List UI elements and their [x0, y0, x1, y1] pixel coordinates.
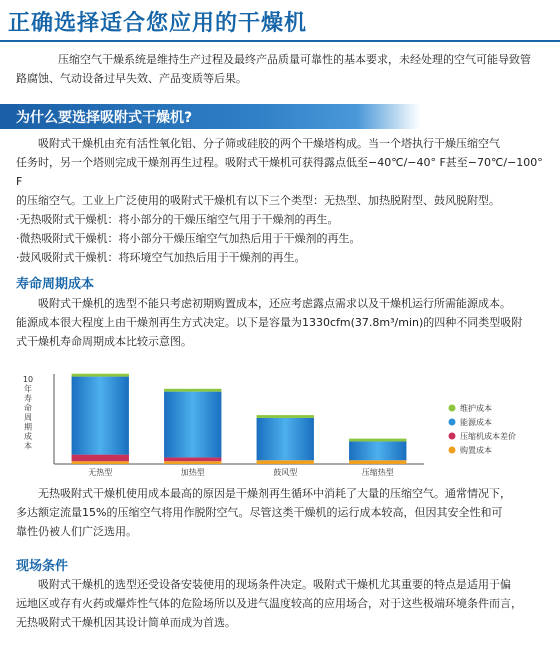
- bar-segment: [349, 439, 406, 442]
- conclusion-body: [16, 484, 546, 541]
- y-axis-label-char: 寿: [24, 394, 32, 403]
- section-heading-site: 现场条件: [16, 559, 69, 574]
- site-line: 远地区或存有火药或爆炸性气体的危险场所以及进气温度较高的应用场合，对于这些极端环境条件而言，: [16, 597, 522, 610]
- why-paragraph-line: 任务时，另一个塔则完成干燥剂再生过程。吸附式干燥机可获得露点低至−40℃/−40° F甚至−70℃/−100° F: [16, 156, 543, 188]
- bar-segment: [164, 389, 221, 392]
- x-tick-label: 压缩热型: [361, 468, 394, 477]
- section-heading-life-cost: 寿命周期成本: [16, 277, 95, 292]
- conclusion-line: 多达额定流量15%的压缩空气将用作脱附空气。尽管这类干燥机的运行成本较高，但因其安全性和可: [16, 506, 503, 519]
- conclusion-line: 靠性仍被人们广泛选用。: [16, 525, 137, 538]
- bar-segment: [72, 374, 129, 377]
- legend-swatch: [449, 419, 456, 426]
- site-body: [16, 575, 546, 632]
- y-axis-label-char: 命: [24, 403, 32, 413]
- bullet-mark: ·: [16, 213, 20, 226]
- bar-segment: [72, 377, 129, 455]
- bullet-mark: ·: [16, 251, 20, 264]
- bar-segment: [164, 461, 221, 464]
- life-cost-line: 能源成本很大程度上由干燥剂再生方式决定。以下是容量为1330cfm(37.8m³/min)的四种不同类型吸附: [16, 316, 523, 329]
- legend-label: 能源成本: [460, 418, 492, 427]
- chart-svg: [16, 368, 546, 480]
- y-axis-label-char: 期: [24, 422, 32, 432]
- y-axis-label-char: 成: [24, 432, 32, 441]
- bullet-text: 鼓风吸附式干燥机：将环境空气加热后用于干燥剂的再生。: [19, 251, 306, 264]
- title-divider: [0, 40, 560, 42]
- legend-label: 维护成本: [460, 404, 492, 413]
- page-title: 正确选择适合您应用的干燥机: [8, 11, 308, 36]
- bullet-item: [16, 248, 546, 267]
- legend-swatch: [449, 433, 456, 440]
- bar-segment: [349, 441, 406, 460]
- y-axis-label-char: 10: [22, 375, 34, 384]
- intro-line-2: 路腐蚀、气动设备过早失效、产品变质等后果。: [16, 72, 247, 85]
- bullet-text: 微热吸附式干燥机：将小部分干燥压缩空气加热后用于干燥剂的再生。: [19, 232, 361, 245]
- x-tick-label: 鼓风型: [273, 468, 298, 477]
- life-cost-line: 吸附式干燥机的选型不能只考虑初期购置成本，还应考虑露点需求以及干燥机运行所需能源成本。: [38, 297, 511, 310]
- bullet-text: 无热吸附式干燥机：将小部分的干燥压缩空气用于干燥剂的再生。: [19, 213, 339, 226]
- y-axis-label-char: 本: [24, 441, 32, 451]
- bar-segment: [72, 455, 129, 462]
- why-paragraph-line: 的压缩空气。工业上广泛使用的吸附式干燥机有以下三个类型：无热型、加热脱附型、鼓风脱附型。: [16, 194, 500, 207]
- legend-swatch: [449, 447, 456, 454]
- intro-line-1: 压缩空气干燥系统是维持生产过程及最终产品质量可靠性的基本要求，未经处理的空气可能导致管: [58, 53, 531, 66]
- bullet-mark: ·: [16, 232, 20, 245]
- x-tick-label: 加热型: [180, 468, 205, 477]
- y-axis-label-char: 年: [24, 384, 32, 394]
- bar-segment: [72, 461, 129, 464]
- bar-segment: [164, 392, 221, 458]
- bar-segment: [257, 415, 314, 418]
- section-heading-why: 为什么要选择吸附式干燥机?: [16, 110, 193, 126]
- life-cost-chart: [16, 368, 546, 480]
- bar-segment: [349, 460, 406, 464]
- y-axis-label-char: 周: [24, 413, 32, 422]
- life-cost-body: [16, 294, 546, 351]
- x-tick-label: 无热型: [88, 468, 113, 477]
- bullet-item: [16, 229, 546, 248]
- site-line: 无热吸附式干燥机因其设计简单而成为首选。: [16, 616, 236, 629]
- conclusion-line: 无热吸附式干燥机使用成本最高的原因是干燥剂再生循环中消耗了大量的压缩空气。通常情况下，: [38, 487, 511, 500]
- bar-segment: [257, 460, 314, 464]
- why-paragraph-line: 吸附式干燥机由充有活性氧化铝、分子筛或硅胶的两个干燥塔构成。当一个塔执行干燥压缩空气: [38, 137, 500, 150]
- site-line: 吸附式干燥机的选型还受设备安装使用的现场条件决定。吸附式干燥机尤其重要的特点是适用于偏: [38, 578, 511, 591]
- life-cost-line: 式干燥机寿命周期成本比较示意图。: [16, 335, 192, 348]
- bar-segment: [257, 418, 314, 460]
- section-why-body: [16, 134, 546, 267]
- legend-label: 压缩机成本差价: [460, 432, 516, 441]
- legend-label: 购置成本: [460, 446, 492, 455]
- legend-swatch: [449, 405, 456, 412]
- bullet-item: [16, 210, 546, 229]
- bar-segment: [164, 457, 221, 461]
